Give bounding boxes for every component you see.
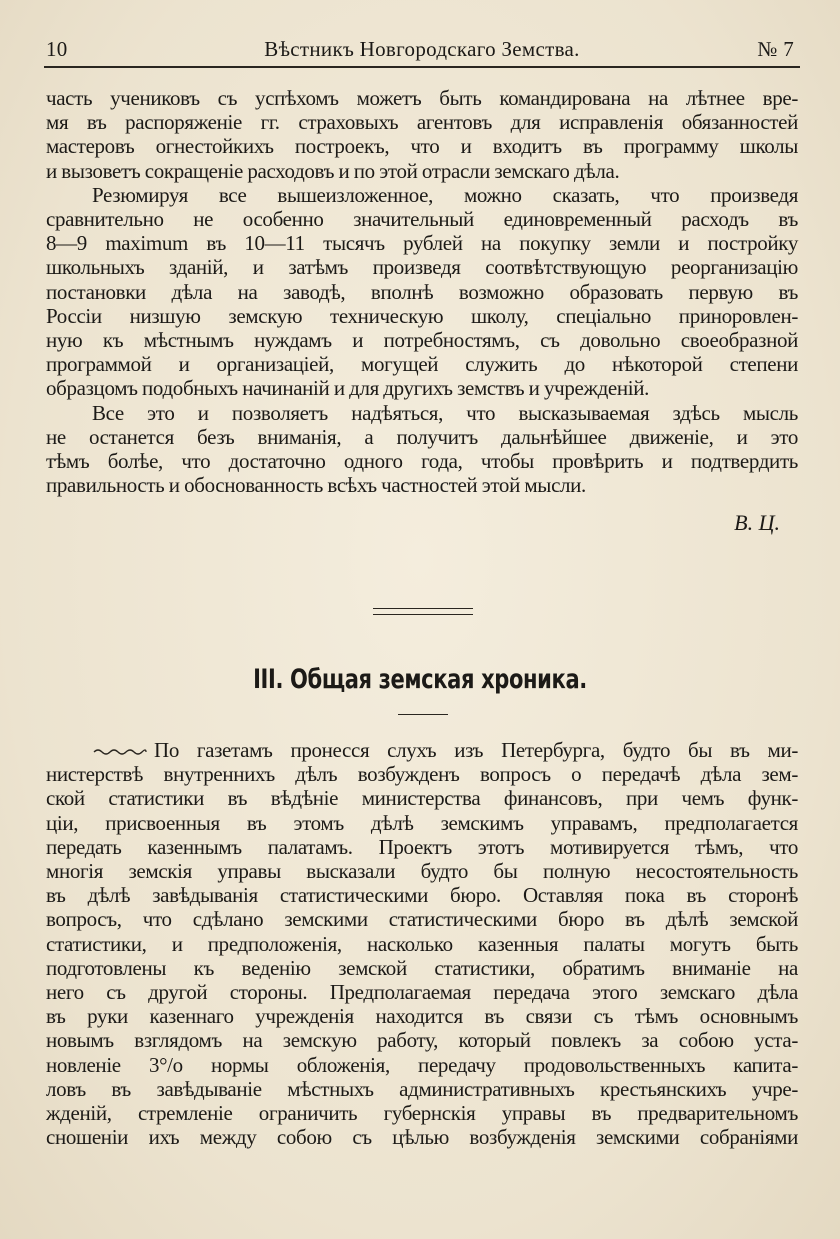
text-line: часть учениковъ съ успѣхомъ можетъ быть командирована на лѣтнее вре- [46,86,798,110]
text-line [46,738,798,762]
text-line: сношеніи ихъ между собою съ цѣлью возбужденія земскими собраніями [46,1125,798,1150]
text-line: подготовлены къ веденію земской статистики, обратимъ вниманіе на [46,955,798,980]
article-continuation [46,86,798,497]
text-line: школьныхъ зданій, и затѣмъ произведя соотвѣтствующую реорганизацію [46,255,798,280]
chronicle-text [46,738,798,1149]
text-line: сравнительно не особенно значительный единовременный расходъ въ [46,207,798,232]
text-line: 8—9 maximum въ 10—11 тысячъ рублей на покупку земли и постройку [46,231,798,256]
text-line: нистерствѣ внутреннихъ дѣлъ возбужденъ вопросъ о передачѣ дѣла зем- [46,762,798,787]
issue-number: № 7 [757,37,794,61]
text-line: Россіи низшую земскую техническую школу, спеціально приноровлен- [46,303,798,328]
swung-dash-ornament [92,747,148,757]
text-line: жденій, стремленіе ограничить губернскія управы въ предварительномъ [46,1101,798,1126]
text-line: правильность и обоснованность всѣхъ частностей этой мысли. [46,473,586,498]
text-line: новымъ взглядомъ на земскую работу, который повлекъ за собою уста- [46,1028,798,1053]
text-line: ловъ въ завѣдываніе мѣстныхъ административныхъ крестьянскихъ учре- [46,1076,798,1101]
text-line: передать казеннымъ палатамъ. Проектъ этотъ мотивируется тѣмъ, что [46,834,798,859]
text-line: тѣмъ болѣе, что достаточно одного года, чтобы провѣрить и подтвердить [46,449,798,474]
header-rule [44,66,800,68]
heading-rule [398,714,448,715]
text-line: въ дѣлѣ завѣдыванія статистическими бюро. Оставляя пока въ сторонѣ [46,883,798,908]
text-line: многія земскія управы высказали будто бы полную несостоятельность [46,859,798,884]
text-line: ную къ мѣстнымъ нуждамъ и потребностямъ, съ довольно своеобразной [46,328,798,353]
text-line: мя въ распоряженіе гг. страховыхъ агентовъ для исправленія обязанностей [46,110,798,135]
running-header [46,36,798,62]
text-line: не останется безъ вниманія, а получитъ дальнѣйшее движеніе, и это [46,424,798,449]
text-line: ской статистики въ вѣдѣніе министерства финансовъ, при чемъ функ- [46,786,798,811]
text-line: вопросъ, что сдѣлано земскими статистическими бюро въ дѣлѣ земской [46,907,798,932]
text-line: мастеровъ огнестойкихъ построекъ, что и входитъ въ программу школы [46,134,798,159]
text-line: ціи, присвоенныя въ этомъ дѣлѣ земскимъ управамъ, предполагается [46,810,798,835]
text-line: Резюмируя все вышеизложенное, можно сказать, что произведя [92,182,798,207]
text-line: и вызоветъ сокращеніе расходовъ и по этой отрасли земскаго дѣла. [46,158,620,183]
journal-title: Вѣстникъ Новгородскаго Земства. [264,37,580,61]
text-line: въ руки казеннаго учрежденія находится въ связи съ тѣмъ основнымъ [46,1004,798,1029]
text-line: программой и организацiей, могущей служить до нѣкоторой степени [46,352,798,377]
text-line: постановки дѣла на заводѣ, вполнѣ возможно образовать первую въ [46,279,798,304]
section-divider [373,608,473,615]
text-line-content: По газетамъ пронесся слухъ изъ Петербурга, будто бы въ ми- [154,738,798,762]
text-line: него съ другой стороны. Предполагаемая передача этого земскаго дѣла [46,980,798,1005]
text-line: новленіе 3°/о нормы обложенія, передачу продовольственныхъ капита- [46,1052,798,1077]
text-line: образцомъ подобныхъ начинаній и для другихъ земствъ и учрежденій. [46,376,650,401]
text-line: Все это и позволяетъ надѣяться, что высказываемая здѣсь мысль [92,400,798,425]
page-number: 10 [46,37,68,61]
author-signature: В. Ц. [734,510,780,535]
text-line: статистики, и предположенія, насколько казенныя палаты могутъ быть [46,931,798,956]
section-heading: III. Общая земская хроника. [253,664,587,695]
